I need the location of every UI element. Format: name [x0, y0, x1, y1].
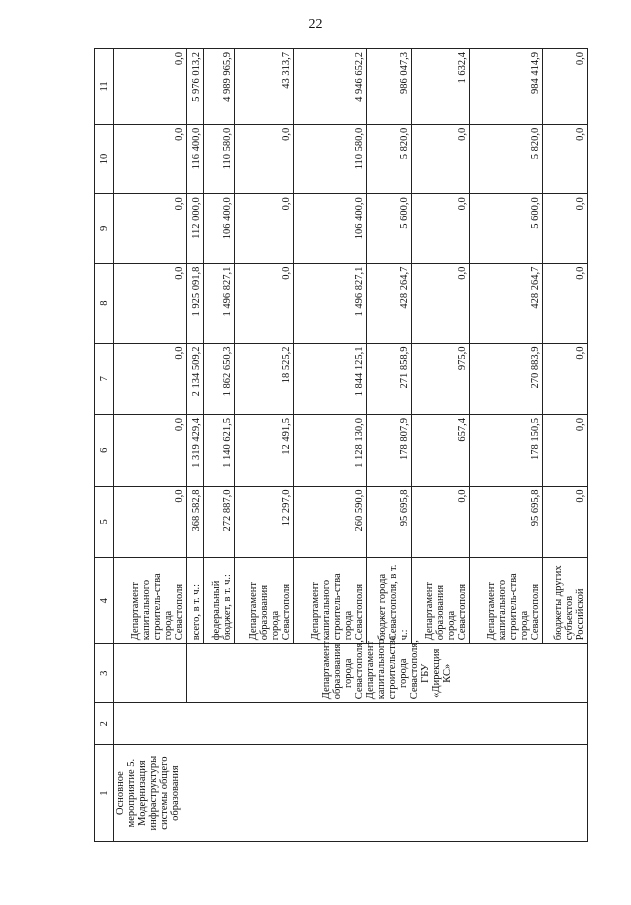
col-header-9: 9 [95, 194, 114, 263]
cell-value: 1 862 650,3 [204, 343, 235, 415]
cell-value: 1 496 827,1 [294, 263, 367, 343]
table-row [114, 49, 187, 842]
cell-value: 5 820,0 [366, 124, 411, 193]
cell-value: 43 313,7 [235, 49, 294, 125]
cell-value: 95 695,8 [366, 486, 411, 558]
cell-value: 1 632,4 [411, 49, 470, 125]
cell-value: 0,0 [235, 194, 294, 263]
row-label: Департамент образования города Севастополя [235, 558, 294, 644]
table-wrapper [94, 48, 588, 842]
cell-value: 0,0 [411, 124, 470, 193]
col-header-4: 4 [95, 558, 114, 644]
cell-value: 0,0 [411, 194, 470, 263]
col-header-1: 1 [95, 745, 114, 842]
empty-cell-col2 [114, 703, 588, 745]
cell-value: 0,0 [542, 415, 587, 487]
header-row [95, 49, 114, 842]
cell-value: 0,0 [114, 49, 187, 125]
cell-value: 1 496 827,1 [204, 263, 235, 343]
cell-value: 0,0 [114, 194, 187, 263]
col-header-7: 7 [95, 343, 114, 415]
cell-value: 12 491,5 [235, 415, 294, 487]
cell-value: 106 400,0 [204, 194, 235, 263]
row-label: Департамент образования города Севастополя [411, 558, 470, 644]
cell-value: 4 989 965,9 [204, 49, 235, 125]
col-header-10: 10 [95, 124, 114, 193]
cell-value: 0,0 [114, 415, 187, 487]
cell-value: 271 858,9 [366, 343, 411, 415]
rotated-table-container [94, 48, 588, 842]
cell-value: 110 580,0 [294, 124, 367, 193]
cell-value: 0,0 [114, 263, 187, 343]
cell-value: 0,0 [542, 486, 587, 558]
empty-cell-col3 [114, 644, 187, 703]
cell-value: 0,0 [411, 263, 470, 343]
cell-value: 984 414,9 [470, 49, 543, 125]
cell-value: 5 600,0 [366, 194, 411, 263]
row-label: Департамент капитального строитель-ства города Севастополя [294, 558, 367, 644]
cell-value: 428 264,7 [366, 263, 411, 343]
cell-value: 975,0 [411, 343, 470, 415]
measure-title-cell: Основное мероприятие 5. Модернизация инфраструктуры системы общего образования [114, 745, 588, 842]
cell-value: 2 134 509,2 [186, 343, 204, 415]
col-header-8: 8 [95, 263, 114, 343]
page-number: 22 [308, 17, 323, 32]
cell-value: 95 695,8 [470, 486, 543, 558]
cell-value: 5 820,0 [470, 124, 543, 193]
col-header-2: 2 [95, 703, 114, 745]
row-label: бюджеты других субъектов Российской [542, 558, 587, 644]
cell-value: 116 400,0 [186, 124, 204, 193]
cell-value: 272 887,0 [204, 486, 235, 558]
col-header-5: 5 [95, 486, 114, 558]
cell-value: 0,0 [235, 124, 294, 193]
cell-value: 1 140 621,5 [204, 415, 235, 487]
cell-value: 4 946 652,2 [294, 49, 367, 125]
cell-value: 0,0 [542, 124, 587, 193]
cell-value: 0,0 [542, 343, 587, 415]
cell-value: 106 400,0 [294, 194, 367, 263]
cell-value: 1 128 130,0 [294, 415, 367, 487]
cell-value: 270 883,9 [470, 343, 543, 415]
cell-value: 0,0 [542, 263, 587, 343]
cell-value: 260 590,0 [294, 486, 367, 558]
row-label: Департамент капитального строитель-ства города Севастополя [470, 558, 543, 644]
col-header-3: 3 [95, 644, 114, 703]
cell-value: 0,0 [235, 263, 294, 343]
cell-value: 986 047,3 [366, 49, 411, 125]
budget-table [94, 48, 588, 842]
col-header-11: 11 [95, 49, 114, 125]
cell-value: 18 525,2 [235, 343, 294, 415]
col-header-6: 6 [95, 415, 114, 487]
cell-value: 12 297,0 [235, 486, 294, 558]
cell-value: 1 925 091,8 [186, 263, 204, 343]
cell-value: 110 580,0 [204, 124, 235, 193]
cell-value: 5 600,0 [470, 194, 543, 263]
row-label: Департамент капитального строитель-ства города Севастополя [114, 558, 187, 644]
cell-value: 0,0 [114, 343, 187, 415]
executor-cell: Департамент образования города Севастополя, Департамент капитального строительства города Севастополя, ГБУ «Дирекция КС» [186, 644, 587, 703]
cell-value: 0,0 [114, 124, 187, 193]
cell-value: 657,4 [411, 415, 470, 487]
cell-value: 428 264,7 [470, 263, 543, 343]
cell-value: 0,0 [114, 486, 187, 558]
cell-value: 112 000,0 [186, 194, 204, 263]
row-label: федеральный бюджет, в т. ч.: [204, 558, 235, 644]
cell-value: 178 150,5 [470, 415, 543, 487]
cell-value: 1 319 429,4 [186, 415, 204, 487]
cell-value: 368 582,8 [186, 486, 204, 558]
cell-value: 178 807,9 [366, 415, 411, 487]
row-label: бюджет города Севастополя, в т. ч.: [366, 558, 411, 644]
cell-value: 0,0 [542, 194, 587, 263]
cell-value: 1 844 125,1 [294, 343, 367, 415]
cell-value: 0,0 [411, 486, 470, 558]
cell-value: 5 976 013,2 [186, 49, 204, 125]
row-label: всего, в т. ч.: [186, 558, 204, 644]
cell-value: 0,0 [542, 49, 587, 125]
